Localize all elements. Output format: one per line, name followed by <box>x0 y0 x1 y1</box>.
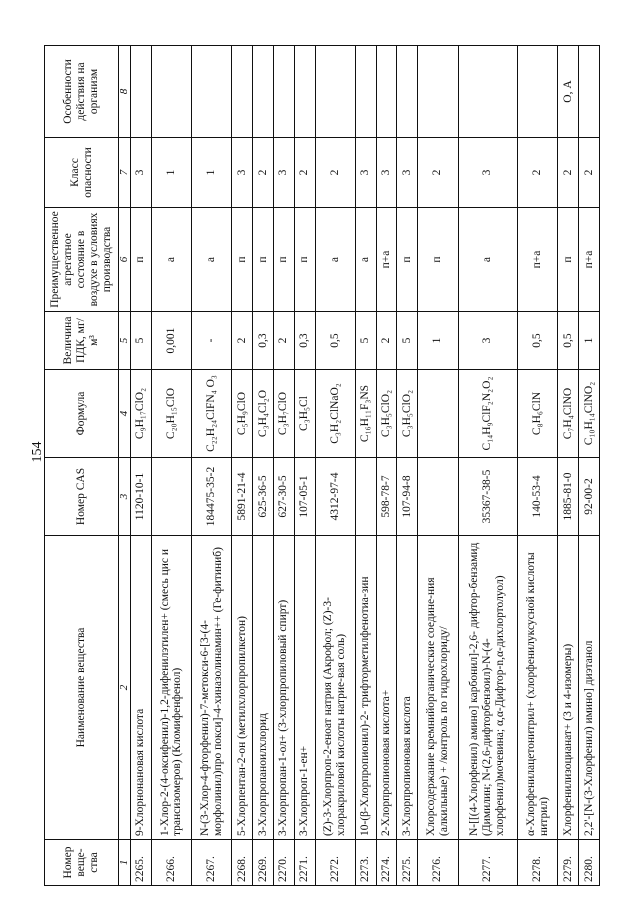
pdk-value: 1 <box>579 312 600 370</box>
aggregate-state: а <box>315 208 355 312</box>
hazard-class: 2 <box>518 138 558 208</box>
effect-notes <box>294 46 315 138</box>
pdk-value: 5 <box>397 312 418 370</box>
effect-notes <box>131 46 152 138</box>
aggregate-state: п <box>397 208 418 312</box>
pdk-value: 2 <box>273 312 294 370</box>
header-name: Наименование вещества <box>45 536 119 840</box>
table-row <box>518 46 558 886</box>
pdk-value: 1 <box>418 312 458 370</box>
substance-name: 9-Хлорнонановая кислота <box>131 536 152 840</box>
formula: C₃H₂ClNaO₂ <box>315 370 355 458</box>
cas-number <box>418 458 458 536</box>
aggregate-state: п+а <box>579 208 600 312</box>
row-number: 2272. <box>315 840 355 886</box>
aggregate-state: п <box>253 208 274 312</box>
aggregate-state: п <box>131 208 152 312</box>
aggregate-state: а <box>355 208 376 312</box>
hazard-class: 2 <box>579 138 600 208</box>
row-number: 2269. <box>253 840 274 886</box>
hazard-class: 3 <box>355 138 376 208</box>
formula: C₁₀H₁₄ClNO₂ <box>579 370 600 458</box>
aggregate-state: п+а <box>518 208 558 312</box>
effect-notes <box>315 46 355 138</box>
table-row <box>232 46 253 886</box>
column-index: 2 <box>119 536 131 840</box>
effect-notes <box>397 46 418 138</box>
table-row <box>273 46 294 886</box>
formula: C₁₆H₁₁F₃NS <box>355 370 376 458</box>
substance-name: 2,2'-[N-(3-Хлорфенил) имино] диэтанол <box>579 536 600 840</box>
effect-notes <box>458 46 518 138</box>
effect-notes <box>579 46 600 138</box>
pdk-value: - <box>192 312 232 370</box>
column-index-row <box>119 46 131 886</box>
effect-notes <box>151 46 191 138</box>
hazard-class: 1 <box>192 138 232 208</box>
header-formula: Формула <box>45 370 119 458</box>
table-row <box>579 46 600 886</box>
effect-notes <box>192 46 232 138</box>
hazard-class: 2 <box>558 138 579 208</box>
formula: C₃H₅ClO₂ <box>397 370 418 458</box>
hazard-class: 3 <box>273 138 294 208</box>
row-number: 2279. <box>558 840 579 886</box>
hazard-class: 1 <box>151 138 191 208</box>
column-index: 4 <box>119 370 131 458</box>
table-row <box>558 46 579 886</box>
cas-number: 1120-10-1 <box>131 458 152 536</box>
cas-number: 598-78-7 <box>376 458 397 536</box>
column-index: 1 <box>119 840 131 886</box>
header-row <box>45 46 119 886</box>
table-row <box>376 46 397 886</box>
substance-table-container <box>44 46 600 886</box>
header-class: Класс опасности <box>45 138 119 208</box>
row-number: 2270. <box>273 840 294 886</box>
table-row <box>418 46 458 886</box>
row-number: 2280. <box>579 840 600 886</box>
header-cas: Номер CAS <box>45 458 119 536</box>
substance-name: 3-Хлорпроп-1-ен+ <box>294 536 315 840</box>
hazard-class: 3 <box>397 138 418 208</box>
cas-number: 1885-81-0 <box>558 458 579 536</box>
effect-notes <box>273 46 294 138</box>
pdk-value: 0,5 <box>315 312 355 370</box>
table-row <box>151 46 191 886</box>
aggregate-state: п <box>418 208 458 312</box>
aggregate-state: п <box>232 208 253 312</box>
effect-notes <box>376 46 397 138</box>
cas-number: 625-36-5 <box>253 458 274 536</box>
substance-name: Хлорфенилизоцианат+ (3 и 4-изомеры) <box>558 536 579 840</box>
pdk-value: 0,001 <box>151 312 191 370</box>
cas-number: 107-05-1 <box>294 458 315 536</box>
aggregate-state: п+а <box>376 208 397 312</box>
substance-name: 5-Хлорпентан-2-он (метилхлорпропилкетон) <box>232 536 253 840</box>
formula: C₅H₉ClO <box>232 370 253 458</box>
formula: C₃H₇ClO <box>273 370 294 458</box>
cas-number: 35367-38-5 <box>458 458 518 536</box>
substance-name: (Z)-3-Хлорпроп-2-еноат натрия (Акрофол; (Z)-3-хлоракриловой кислоты натрие-вая соль) <box>315 536 355 840</box>
cas-number: 184475-35-2 <box>192 458 232 536</box>
effect-notes <box>253 46 274 138</box>
header-number: Номер веще-ства <box>45 840 119 886</box>
hazard-class: 2 <box>294 138 315 208</box>
cas-number: 627-30-5 <box>273 458 294 536</box>
row-number: 2271. <box>294 840 315 886</box>
table-row <box>315 46 355 886</box>
effect-notes: О, А <box>558 46 579 138</box>
hazard-class: 3 <box>376 138 397 208</box>
cas-number: 107-94-8 <box>397 458 418 536</box>
substance-name: N-[[(4-Хлорфенил) амино] карбонил]-2,6- дифтор-бензамид (Димилин; N-(2,6-дифторбензоил)-N-(4-хлорфенил)мочевина; α,α-Дифтор-n,α-дихлортолуол) <box>458 536 518 840</box>
header-effect: Особенности действия на организм <box>45 46 119 138</box>
aggregate-state: а <box>192 208 232 312</box>
substance-name: α-Хлорфенилацетонитрил+ (хлорфенилуксусной кислоты нитрил) <box>518 536 558 840</box>
row-number: 2273. <box>355 840 376 886</box>
pdk-value: 3 <box>458 312 518 370</box>
table-row <box>192 46 232 886</box>
formula: C₉H₁₇ClO₂ <box>131 370 152 458</box>
cas-number: 92-00-2 <box>579 458 600 536</box>
header-state: Преимущественное агрегатное состояние в воздухе в условиях производства <box>45 208 119 312</box>
aggregate-state: а <box>458 208 518 312</box>
column-index: 6 <box>119 208 131 312</box>
cas-number <box>355 458 376 536</box>
pdk-value: 0,5 <box>558 312 579 370</box>
effect-notes <box>355 46 376 138</box>
row-number: 2274. <box>376 840 397 886</box>
effect-notes <box>232 46 253 138</box>
pdk-value: 0,3 <box>253 312 274 370</box>
table-row <box>355 46 376 886</box>
formula: C₇H₄ClNO <box>558 370 579 458</box>
aggregate-state: п <box>294 208 315 312</box>
row-number: 2278. <box>518 840 558 886</box>
substance-name: 2-Хлорпропионовая кислота+ <box>376 536 397 840</box>
substance-name: 10-(β-Хлорпропионил)-2- трифторметилфенотиа-зин <box>355 536 376 840</box>
row-number: 2267. <box>192 840 232 886</box>
pdk-value: 0,3 <box>294 312 315 370</box>
cas-number: 5891-21-4 <box>232 458 253 536</box>
row-number: 2268. <box>232 840 253 886</box>
row-number: 2266. <box>151 840 191 886</box>
pdk-value: 5 <box>355 312 376 370</box>
row-number: 2276. <box>418 840 458 886</box>
formula: C₁₄H₉ClF₂N₂O₂ <box>458 370 518 458</box>
formula: C₂₂H₂₄ClFN₄ O₃ <box>192 370 232 458</box>
cas-number: 4312-97-4 <box>315 458 355 536</box>
page-number: 154 <box>30 441 45 463</box>
substance-table <box>44 45 600 886</box>
substance-name: 1-Хлор-2-(4-оксифенил)-1,2-дифенилэтилен+ (смесь цис и трансизомеров) (Кломифенфенол) <box>151 536 191 840</box>
table-body <box>131 46 600 886</box>
table-row <box>131 46 152 886</box>
table-row <box>294 46 315 886</box>
hazard-class: 2 <box>315 138 355 208</box>
hazard-class: 3 <box>131 138 152 208</box>
aggregate-state: п <box>558 208 579 312</box>
effect-notes <box>518 46 558 138</box>
column-index: 3 <box>119 458 131 536</box>
table-row <box>253 46 274 886</box>
table-row <box>458 46 518 886</box>
hazard-class: 3 <box>232 138 253 208</box>
formula: C₃H₅Cl <box>294 370 315 458</box>
hazard-class: 3 <box>458 138 518 208</box>
substance-name: 3-Хлорпропионовая кислота <box>397 536 418 840</box>
pdk-value: 2 <box>232 312 253 370</box>
header-pdk: Величина ПДК, мг/м³ <box>45 312 119 370</box>
column-index: 7 <box>119 138 131 208</box>
formula: C₃H₅ClO₂ <box>376 370 397 458</box>
row-number: 2277. <box>458 840 518 886</box>
substance-name: Хлорсодержание кремнийорганические соедине-ния (алкильные) + /контроль по гидрохлориду/ <box>418 536 458 840</box>
aggregate-state: п <box>273 208 294 312</box>
column-index: 8 <box>119 46 131 138</box>
substance-name: 3-Хлорпропан-1-ол+ (3-хлорпропиловый спирт) <box>273 536 294 840</box>
substance-name: 3-Хлорпропаноилхлорид <box>253 536 274 840</box>
effect-notes <box>418 46 458 138</box>
row-number: 2265. <box>131 840 152 886</box>
formula: C₃H₄Cl₂O <box>253 370 274 458</box>
pdk-value: 5 <box>131 312 152 370</box>
table-row <box>397 46 418 886</box>
hazard-class: 2 <box>418 138 458 208</box>
hazard-class: 2 <box>253 138 274 208</box>
substance-name: N-(3-Хлор-4-фторфенил)-7-метокси-6-[3-(4-морфолинил)про покси]-4-хиназолинамин++ (Ге-фитиниб) <box>192 536 232 840</box>
row-number: 2275. <box>397 840 418 886</box>
column-index: 5 <box>119 312 131 370</box>
formula: C₈H₆ClN <box>518 370 558 458</box>
cas-number <box>151 458 191 536</box>
pdk-value: 2 <box>376 312 397 370</box>
formula: C₂₀H₁₅ClO <box>151 370 191 458</box>
pdk-value: 0,5 <box>518 312 558 370</box>
formula <box>418 370 458 458</box>
aggregate-state: а <box>151 208 191 312</box>
cas-number: 140-53-4 <box>518 458 558 536</box>
